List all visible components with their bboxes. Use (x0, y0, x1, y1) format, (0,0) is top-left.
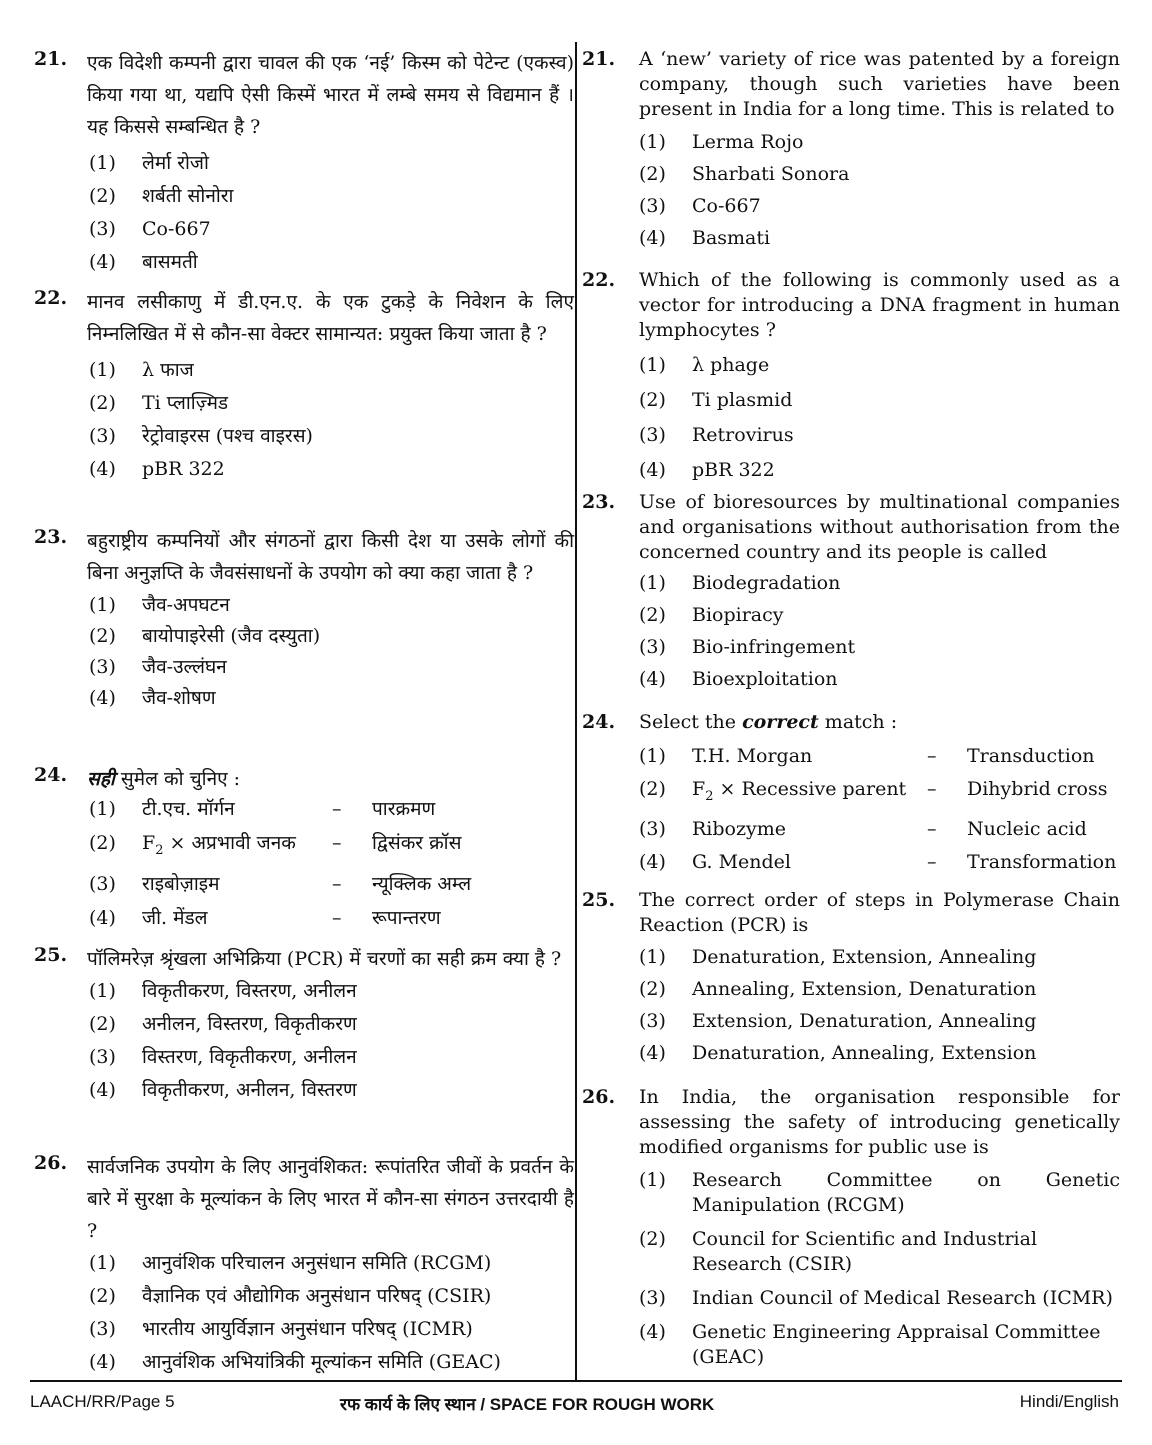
option: (2) Ti plasmid (639, 389, 793, 411)
option: (4) Genetic Engineering Appraisal Committee (GEAC) (639, 1321, 1101, 1368)
option: (2) बायोपाइरेसी (जैव दस्युता) (89, 625, 321, 647)
option: (4) Denaturation, Annealing, Extension (639, 1042, 1037, 1064)
option: (4) Basmati (639, 227, 771, 249)
option: (2) Biopiracy (639, 604, 784, 626)
question-number: 21. (582, 48, 616, 70)
option: (1) विकृतीकरण, विस्तरण, अनीलन (89, 980, 357, 1002)
option: (3) Extension, Denaturation, Annealing (639, 1010, 1037, 1032)
question-text: Which of the following is commonly used as a vector for introducing a DNA fragment in human lymphocytes ? (639, 269, 1120, 341)
question-number: 22. (582, 269, 616, 291)
question-23-english (582, 490, 1120, 692)
option: (2) शर्बती सोनोरा (89, 185, 234, 207)
question-text: Select the correct match : (639, 711, 898, 733)
option: (3) विस्तरण, विकृतीकरण, अनीलन (89, 1046, 357, 1068)
column-divider (575, 42, 577, 1380)
option: (1) जैव-अपघटन (89, 594, 230, 616)
match-option: (1) टी.एच. मॉर्गन – पारक्रमण (89, 798, 436, 820)
footer-rule (30, 1380, 1122, 1382)
question-21-english (582, 47, 1120, 251)
option: (1) Research Committee on Genetic Manipulation (RCGM) (639, 1169, 1120, 1216)
question-number: 25. (582, 889, 616, 911)
option: (3) भारतीय आयुर्विज्ञान अनुसंधान परिषद् (ICMR) (89, 1318, 473, 1340)
question-22-english (582, 268, 1120, 483)
question-text: मानव लसीकाणु में डी.एन.ए. के एक टुकड़े के निवेशन के लिए निम्नलिखित में से कौन-सा वेक्टर सामान्यत: प्रयुक्त किया जाता है ? (87, 291, 574, 345)
question-number: 24. (582, 711, 616, 733)
option: (4) आनुवंशिक अभियांत्रिकी मूल्यांकन समिति (GEAC) (89, 1351, 501, 1373)
match-option: (3) राइबोज़ाइम – न्यूक्लिक अम्ल (89, 872, 472, 895)
option: (2) Ti प्लाज़्मिड (89, 392, 229, 414)
question-text: सार्वजनिक उपयोग के लिए आनुवंशिकत: रूपांतरित जीवों के प्रवर्तन के बारे में सुरक्षा के मूल्यांकन के लिए भारत में कौन-सा संगठन उत्तरदायी है ? (87, 1156, 574, 1242)
option: (4) pBR 322 (89, 458, 225, 480)
question-text: बहुराष्ट्रीय कम्पनियों और संगठनों द्वारा किसी देश या उसके लोगों की बिना अनुज्ञप्ति के जैवसंसाधनों के उपयोग को क्या कहा जाता है ? (87, 530, 574, 584)
question-23-hindi (34, 525, 574, 711)
question-21-hindi (34, 47, 574, 275)
question-26-english (582, 1085, 1120, 1370)
question-25-hindi (34, 943, 574, 1103)
question-text: पॉलिमरेज़ श्रृंखला अभिक्रिया (PCR) में चरणों का सही क्रम क्या है ? (87, 948, 562, 970)
question-number: 26. (34, 1152, 68, 1174)
option: (1) Lerma Rojo (639, 131, 804, 153)
option: (4) बासमती (89, 251, 198, 273)
question-number: 26. (582, 1086, 616, 1108)
option: (2) अनीलन, विस्तरण, विकृतीकरण (89, 1013, 357, 1035)
option: (1) Biodegradation (639, 572, 841, 594)
match-option: (4) G. Mendel – Transformation (639, 850, 1117, 873)
question-text: सही सुमेल को चुनिए : (87, 768, 241, 790)
option: (1) λ फाज (89, 359, 194, 381)
option: (4) pBR 322 (639, 459, 775, 481)
question-text: Use of bioresources by multinational companies and organisations without authorisation from the concerned country and its people is called (639, 491, 1120, 563)
option: (2) Annealing, Extension, Denaturation (639, 978, 1037, 1000)
question-number: 25. (34, 944, 68, 966)
rough-work-label: रफ कार्य के लिए स्थान / SPACE FOR ROUGH WORK (340, 1395, 715, 1414)
option: (1) Denaturation, Extension, Annealing (639, 946, 1037, 968)
option: (4) विकृतीकरण, अनीलन, विस्तरण (89, 1079, 357, 1101)
page-code: LAACH/RR/Page 5 (30, 1392, 175, 1411)
option: (2) Council for Scientific and Industrial Research (CSIR) (639, 1228, 1038, 1275)
question-text: In India, the organisation responsible for assessing the safety of introducing genetically modified organisms for public use is (639, 1086, 1120, 1158)
option: (4) जैव-शोषण (89, 687, 216, 709)
question-number: 24. (34, 764, 68, 786)
option: (3) Retrovirus (639, 424, 794, 446)
question-number: 22. (34, 287, 68, 309)
option: (1) आनुवंशिक परिचालन अनुसंधान समिति (RCGM) (89, 1252, 492, 1274)
question-26-hindi (34, 1151, 574, 1375)
option: (3) रेट्रोवाइरस (पश्च वाइरस) (89, 425, 313, 447)
question-24-english (582, 710, 1120, 875)
option: (2) वैज्ञानिक एवं औद्योगिक अनुसंधान परिषद् (CSIR) (89, 1285, 492, 1307)
question-number: 21. (34, 48, 68, 70)
question-text: The correct order of steps in Polymerase Chain Reaction (PCR) is (639, 889, 1120, 936)
option: (4) Bioexploitation (639, 668, 838, 690)
question-text: एक विदेशी कम्पनी द्वारा चावल की एक ‘नई’ किस्म को पेटेन्ट (एकस्व) किया गया था, यद्यपि ऐसी किस्में भारत में लम्बे समय से विद्यमान हैं । यह किससे सम्बन्धित है ? (87, 52, 574, 138)
match-option: (3) Ribozyme – Nucleic acid (639, 817, 1087, 840)
option: (1) λ phage (639, 354, 770, 376)
option: (3) जैव-उल्लंघन (89, 656, 227, 678)
option: (3) Co-667 (639, 195, 761, 217)
question-text: A ‘new’ variety of rice was patented by a foreign company, though such varieties have been present in India for a long time. This is related to (639, 48, 1120, 120)
option: (3) Bio-infringement (639, 636, 856, 658)
match-option: (1) T.H. Morgan – Transduction (639, 745, 1095, 767)
question-24-hindi (34, 763, 574, 931)
question-number: 23. (34, 526, 68, 548)
option: (3) Indian Council of Medical Research (ICMR) (639, 1287, 1113, 1309)
language-label: Hindi/English (1019, 1392, 1119, 1411)
option: (2) Sharbati Sonora (639, 163, 850, 185)
question-22-hindi (34, 286, 574, 482)
option: (1) लेर्मा रोजो (89, 152, 209, 174)
question-25-english (582, 888, 1120, 1066)
match-option: (2) $F_2$ × Recessive parent – Dihybrid cross (639, 778, 1108, 804)
match-option: (4) जी. मेंडल – रूपान्तरण (89, 906, 441, 929)
question-number: 23. (582, 491, 616, 513)
match-option: (2) $F_2$ × अप्रभावी जनक – द्विसंकर क्रॉस (89, 832, 462, 858)
option: (3) Co-667 (89, 218, 211, 240)
